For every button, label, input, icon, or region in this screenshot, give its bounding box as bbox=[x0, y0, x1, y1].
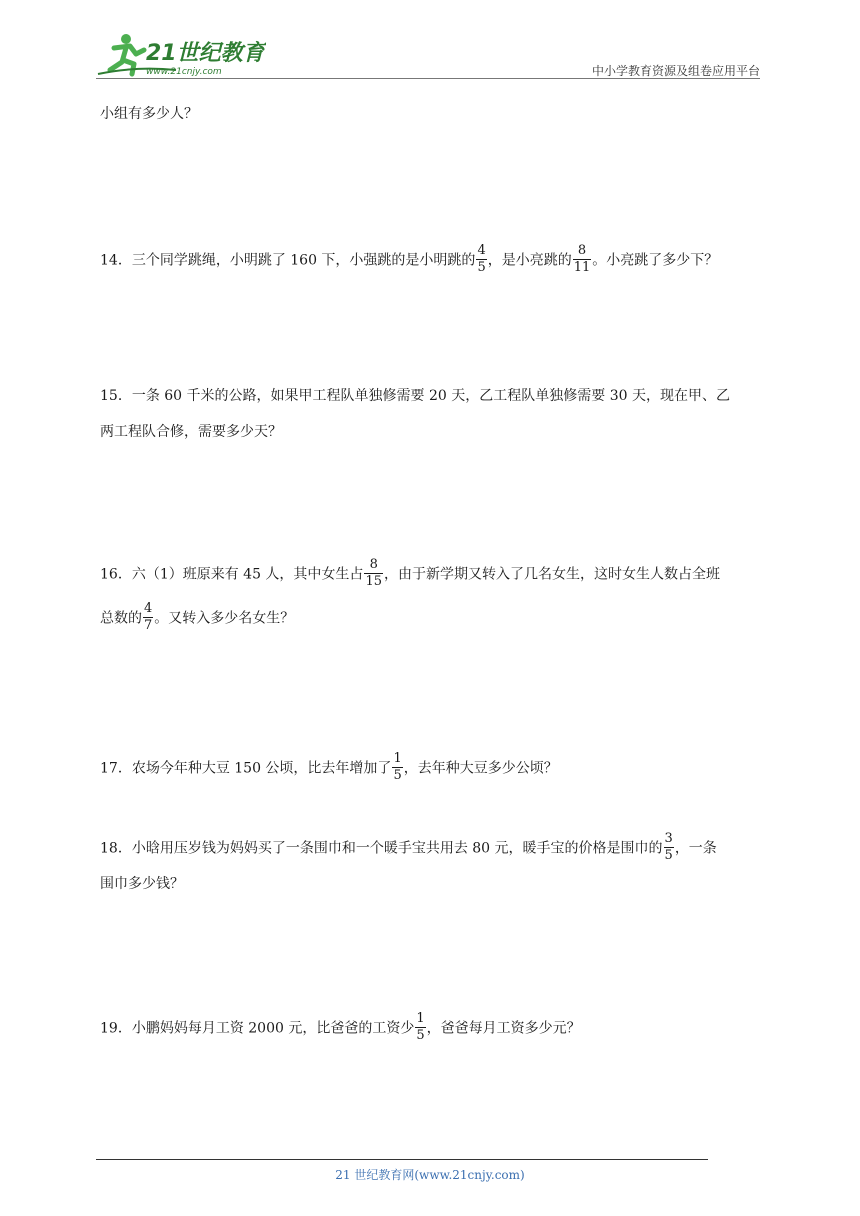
question-text: ，爸爸每月工资多少元？ bbox=[426, 1020, 581, 1037]
question-text: 小组有多少人？ bbox=[100, 106, 198, 122]
site-logo[interactable] bbox=[96, 30, 266, 78]
numerator: 1 bbox=[393, 751, 402, 766]
denominator: 7 bbox=[144, 618, 153, 633]
fraction bbox=[364, 557, 383, 590]
question-text: 围巾多少钱？ bbox=[100, 876, 184, 892]
running-figure-logo-icon bbox=[96, 30, 266, 78]
fraction bbox=[143, 601, 153, 634]
platform-name: 中小学教育资源及组卷应用平台 bbox=[591, 64, 760, 78]
question-text: ，去年种大豆多少公顷？ bbox=[403, 760, 558, 777]
question-text: 总数的 bbox=[100, 610, 142, 627]
question-line bbox=[100, 832, 717, 865]
question-text: ，由于新学期又转入了几名女生，这时女生人数占全班 bbox=[383, 566, 720, 583]
question-text: 16．六（1）班原来有 45 人，其中女生占 bbox=[100, 566, 364, 583]
denominator: 11 bbox=[573, 260, 591, 275]
numerator: 3 bbox=[664, 831, 673, 846]
numerator: 1 bbox=[416, 1011, 425, 1026]
logo-text: 21世纪教育 bbox=[146, 41, 265, 66]
question-text: 。小亮跳了多少下？ bbox=[592, 252, 719, 269]
numerator: 8 bbox=[573, 243, 592, 260]
question-text: 19．小鹏妈妈每月工资 2000 元，比爸爸的工资少 bbox=[100, 1020, 415, 1037]
question-text: 14．三个同学跳绳，小明跳了 160 下，小强跳的是小明跳的 bbox=[100, 252, 476, 269]
numerator: 4 bbox=[477, 243, 486, 258]
denominator: 5 bbox=[664, 848, 673, 863]
question-text: 18．小晗用压岁钱为妈妈买了一条围巾和一个暖手宝共用去 80 元，暖手宝的价格是围巾的 bbox=[100, 840, 663, 857]
question-line bbox=[100, 244, 718, 277]
question-text: 17．农场今年种大豆 150 公顷，比去年增加了 bbox=[100, 760, 392, 777]
question-text: ，是小亮跳的 bbox=[487, 252, 572, 269]
numerator: 8 bbox=[364, 557, 383, 574]
numerator: 4 bbox=[144, 601, 153, 616]
logo-url: www.21cnjy.com bbox=[146, 67, 222, 77]
question-line bbox=[100, 602, 294, 635]
denominator: 5 bbox=[477, 260, 486, 275]
fraction bbox=[415, 1011, 425, 1044]
footer-divider bbox=[96, 1159, 708, 1160]
question-line bbox=[100, 558, 720, 591]
question-text: 15．一条 60 千米的公路，如果甲工程队单独修需要 20 天，乙工程队单独修需要 30 天，现在甲、乙 bbox=[100, 388, 730, 404]
fraction bbox=[476, 243, 486, 276]
footer-link[interactable]: 21 世纪教育网(www.21cnjy.com) bbox=[335, 1168, 525, 1182]
question-text: ，一条 bbox=[674, 840, 717, 857]
header-divider bbox=[96, 78, 760, 79]
denominator: 15 bbox=[365, 574, 382, 589]
page-header bbox=[96, 30, 760, 80]
denominator: 5 bbox=[393, 768, 402, 783]
question-text: 两工程队合修，需要多少天？ bbox=[100, 424, 282, 440]
question-text: 。又转入多少名女生？ bbox=[154, 610, 295, 627]
fraction bbox=[392, 751, 402, 784]
fraction bbox=[573, 243, 592, 276]
question-line bbox=[100, 1012, 581, 1045]
question-line bbox=[100, 752, 558, 785]
fraction bbox=[664, 831, 674, 864]
denominator: 5 bbox=[416, 1028, 425, 1043]
